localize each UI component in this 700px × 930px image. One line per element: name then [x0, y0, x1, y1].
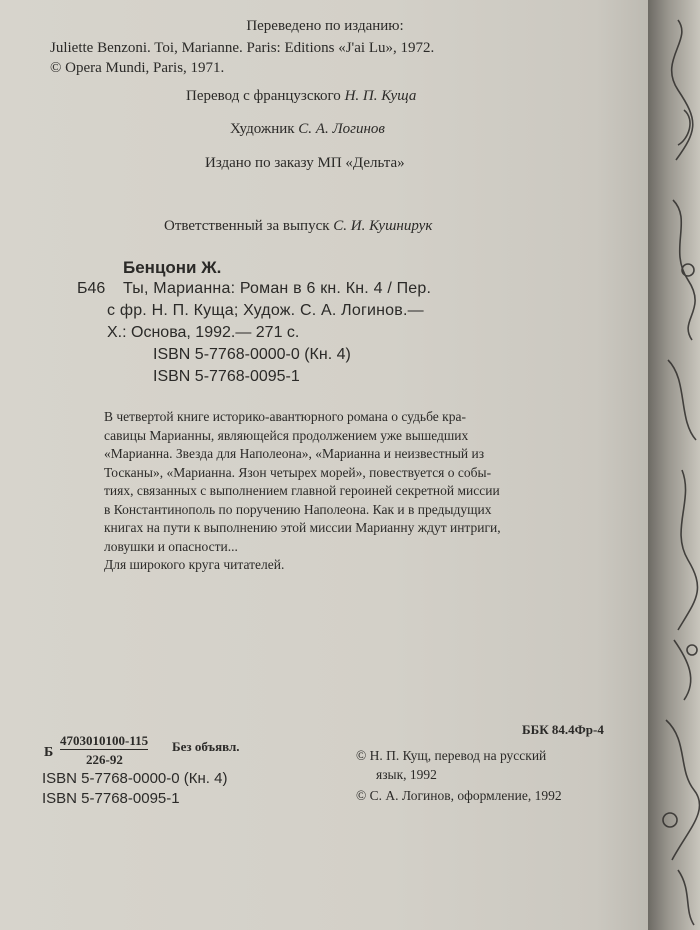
catalog-code: Б46 — [77, 280, 106, 297]
catalog-isbn-2: ISBN 5-7768-0095-1 — [153, 368, 300, 385]
bottom-isbn-2: ISBN 5-7768-0095-1 — [42, 790, 180, 807]
responsible-line — [164, 218, 432, 235]
responsible-label: Ответственный за выпуск — [164, 218, 330, 234]
original-edition-line: Juliette Benzoni. Toi, Marianne. Paris: Editions «J'ai Lu», 1972. — [50, 40, 435, 56]
artist-line — [230, 121, 385, 138]
annotation-audience: Для широкого круга читателей. — [104, 557, 285, 572]
order-line: Издано по заказу МП «Дельта» — [205, 155, 405, 171]
bottom-no-ad: Без объявл. — [172, 739, 240, 754]
bottom-numerator: 4703010100-115 — [60, 733, 149, 748]
responsible-name: С. И. Кушнирук — [333, 218, 433, 234]
annotation-line: ловушки и опасности... — [104, 538, 238, 554]
translated-from-label: Переведено по изданию: — [246, 18, 404, 34]
artist-name: С. А. Логинов — [298, 121, 385, 137]
annotation-text — [104, 408, 501, 575]
catalog-line-2: с фр. Н. П. Куща; Худож. С. А. Логинов.— — [107, 302, 424, 319]
annotation-line: тиях, связанных с выполнением главной героиней секретной миссии — [104, 483, 500, 498]
bottom-copyright-1: © Н. П. Кущ, перевод на русский — [356, 748, 547, 763]
bottom-copyright-2: © С. А. Логинов, оформление, 1992 — [356, 788, 562, 803]
bottom-bbk: ББК 84.4Фр-4 — [522, 722, 604, 737]
bottom-isbn-1: ISBN 5-7768-0000-0 (Кн. 4) — [42, 770, 228, 787]
annotation-line: савицы Марианны, являющейся продолжением уже вышедших — [104, 427, 469, 443]
artist-label: Художник — [230, 121, 295, 137]
catalog-isbn-1: ISBN 5-7768-0000-0 (Кн. 4) — [153, 346, 351, 363]
original-copyright-line: © Opera Mundi, Paris, 1971. — [50, 60, 225, 76]
annotation-line: в Константинополь по поручению Наполеона. Как и в предыдущих — [104, 501, 492, 517]
bottom-copyright-1-cont: язык, 1992 — [376, 767, 437, 782]
translator-label: Перевод с французского — [186, 88, 341, 104]
catalog-line-1: Ты, Марианна: Роман в 6 кн. Кн. 4 / Пер. — [123, 280, 432, 297]
annotation-line: «Марианна. Звезда для Наполеона», «Марианна и неизвестный из — [104, 446, 485, 461]
catalog-author: Бенцони Ж. — [123, 258, 222, 277]
annotation-line: Тосканы», «Марианна. Язон четырех морей», повествуется о собы- — [104, 464, 492, 480]
translator-name: Н. П. Куща — [344, 88, 417, 104]
facing-page-edge — [648, 0, 700, 930]
annotation-line: книгах на пути к выполнению этой миссии Марианну ждут интриги, — [104, 520, 501, 535]
annotation-line: В четвертой книге историко-авантюрного романа о судьбе кра- — [104, 409, 466, 424]
bottom-denominator: 226-92 — [86, 752, 123, 767]
translator-line — [186, 88, 416, 105]
bottom-b-letter: Б — [44, 745, 54, 760]
ornament-decoration — [648, 0, 700, 930]
catalog-line-3: Х.: Основа, 1992.— 271 с. — [107, 324, 300, 341]
